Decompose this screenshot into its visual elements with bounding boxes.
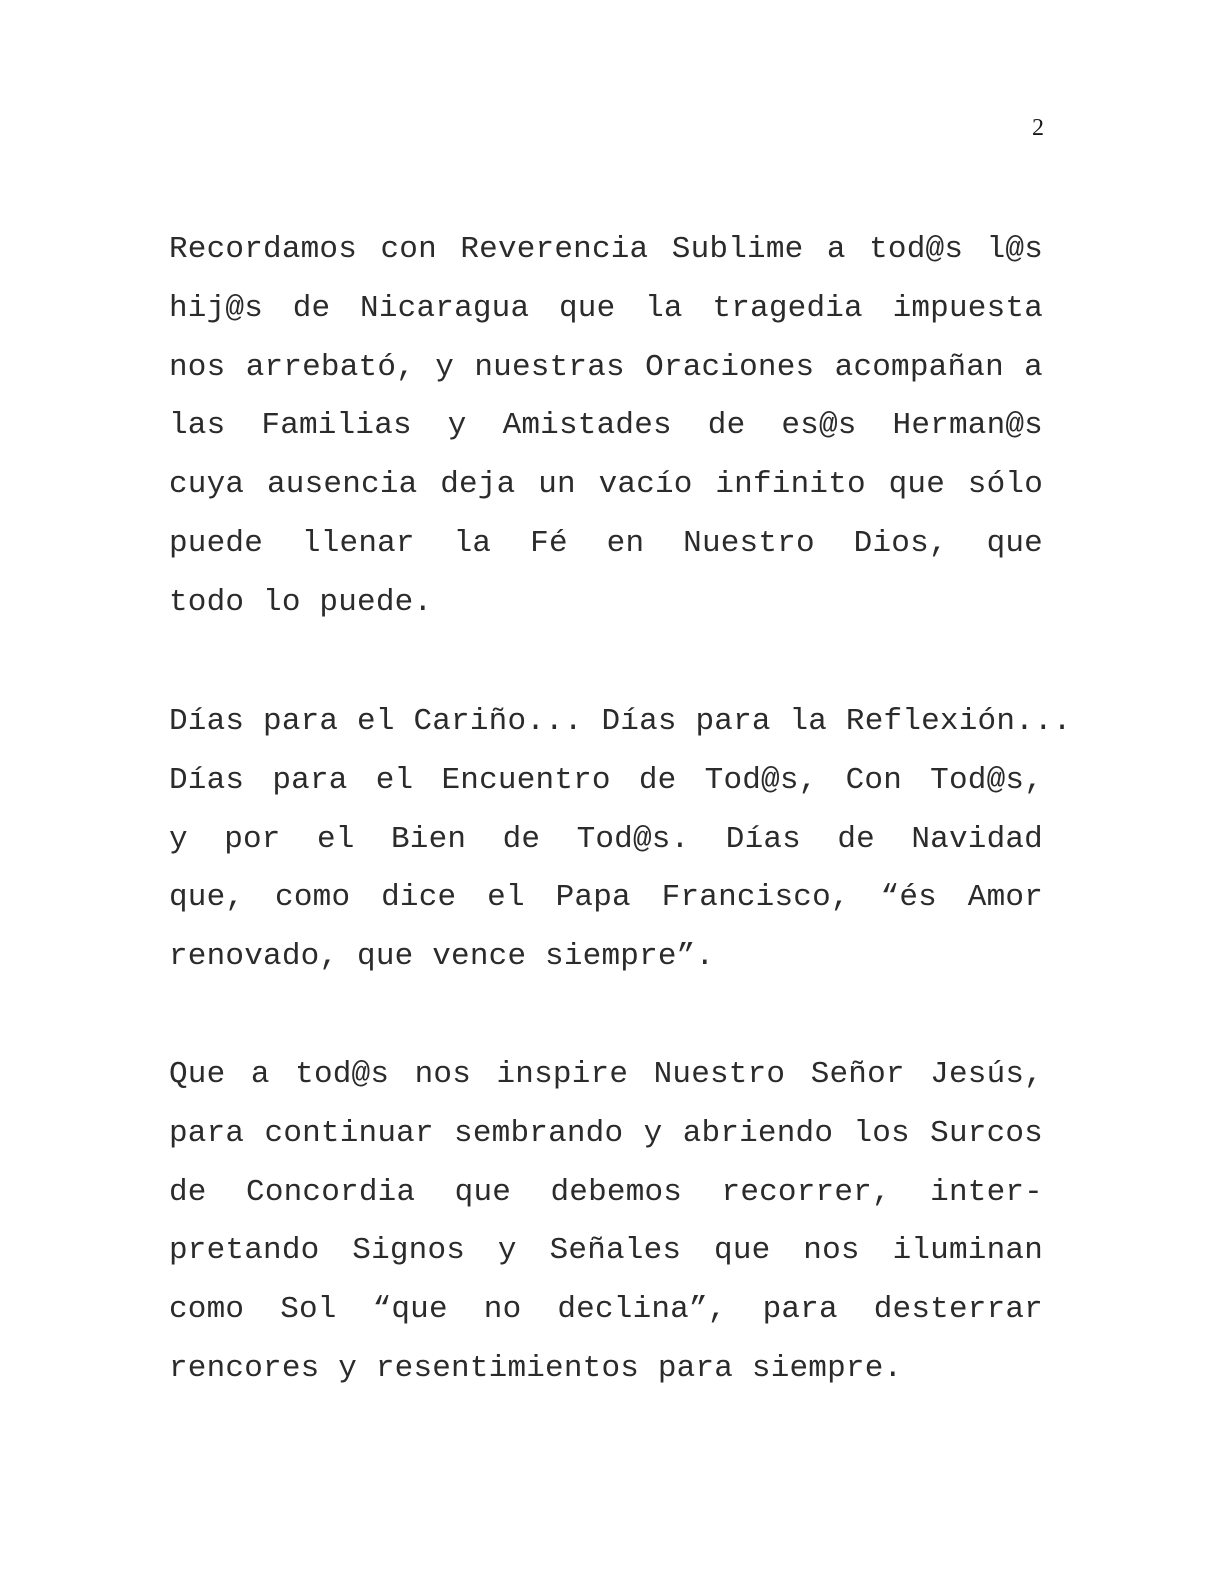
text-line: Recordamos con Reverencia Sublime a tod@s l@s	[169, 232, 1043, 267]
text-line: Días para el Cariño... Días para la Reflexión...	[169, 704, 1072, 739]
text-line: para continuar sembrando y abriendo los Surcos	[169, 1115, 1043, 1151]
text-line: nos arrebató, y nuestras Oraciones acompañan a	[169, 349, 1043, 385]
text-line: y por el Bien de Tod@s. Días de Navidad	[169, 821, 1043, 857]
text-line: cuya ausencia deja un vacío infinito que sólo	[169, 467, 1043, 503]
text-line: Que a tod@s nos inspire Nuestro Señor Jesús,	[169, 1057, 1043, 1092]
text-line: rencores y resentimientos para siempre.	[169, 1350, 903, 1386]
text-line: puede llenar la Fé en Nuestro Dios, que	[169, 525, 1043, 561]
text-line: Días para el Encuentro de Tod@s, Con Tod@s,	[169, 762, 1043, 798]
text-line: de Concordia que debemos recorrer, inter-	[169, 1174, 1043, 1210]
paragraph-remembrance	[169, 221, 1043, 633]
text-line: todo lo puede.	[169, 584, 433, 620]
page-number: 2	[1032, 115, 1044, 141]
text-line: hij@s de Nicaragua que la tragedia impuesta	[169, 290, 1043, 326]
text-line: renovado, que vence siempre”.	[169, 939, 715, 975]
paragraph-christmas-days	[169, 693, 1072, 987]
paragraph-inspiration	[169, 1046, 1043, 1399]
text-line: las Familias y Amistades de es@s Herman@s	[169, 408, 1043, 444]
text-line: que, como dice el Papa Francisco, “és Amor	[169, 880, 1043, 916]
text-line: pretando Signos y Señales que nos iluminan	[169, 1233, 1043, 1269]
text-line: como Sol “que no declina”, para desterrar	[169, 1292, 1043, 1328]
